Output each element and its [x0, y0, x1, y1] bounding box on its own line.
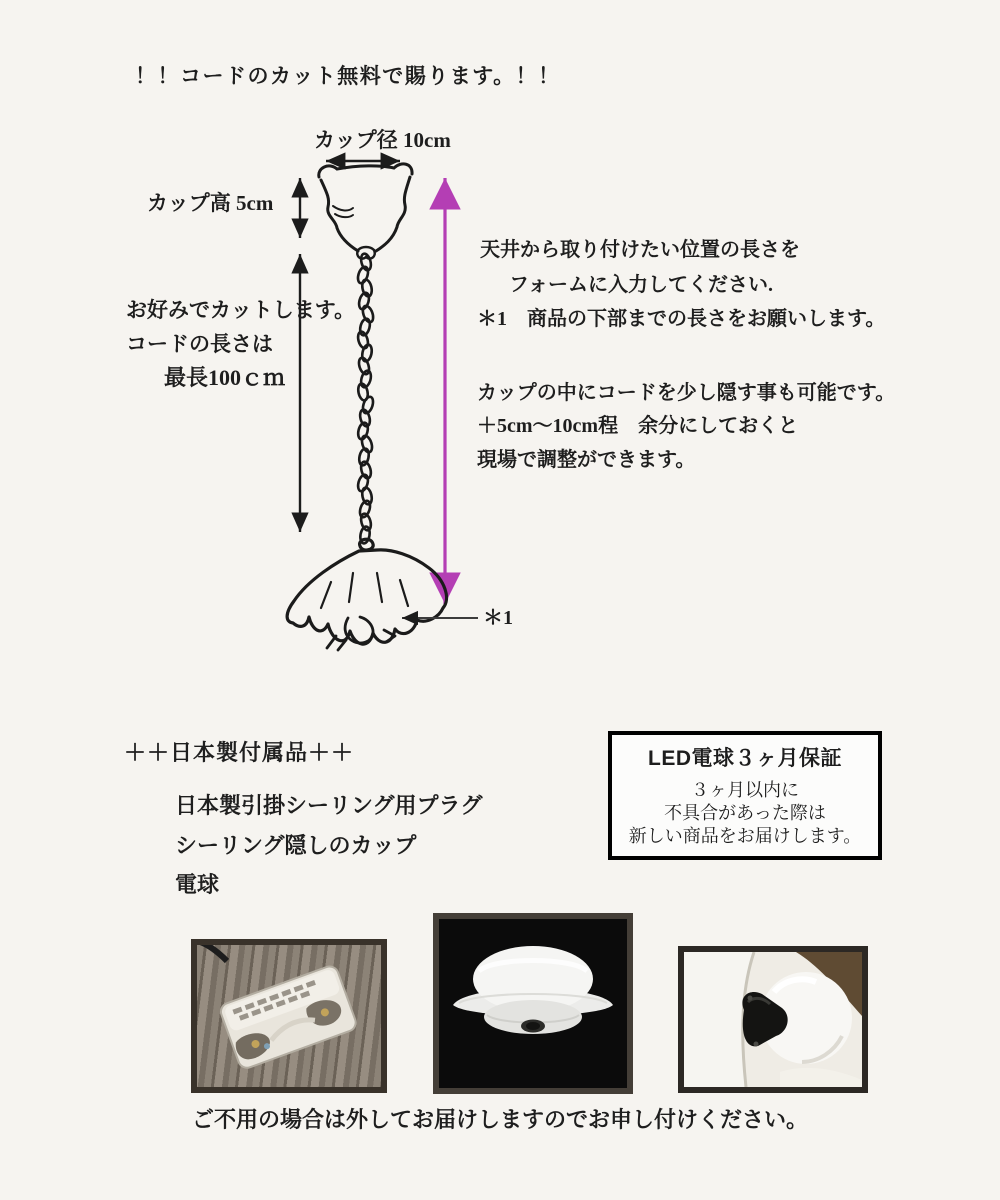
page-title: ！！コードのカット無料で賜ります。！！	[135, 64, 561, 88]
warranty-box	[608, 731, 882, 860]
photo-ceiling-cup	[433, 913, 633, 1094]
led-bulb-illustration	[684, 952, 862, 1087]
cord-cut-note-line2: コードの長さは	[126, 332, 273, 356]
lampshade-sketch	[287, 539, 446, 650]
footer-note: ご不用の場合は外してお届けしますのでお申し付けください。	[191, 1107, 808, 1132]
warranty-line1: ３ヶ月以内に	[691, 780, 799, 800]
photo-ceiling-plug	[191, 939, 387, 1093]
install-note-line2: フォームに入力してください.	[509, 274, 773, 296]
slack-note-line2: ＋5cm～10cm程 余分にしておくと	[477, 415, 799, 437]
warranty-line3: 新しい商品をお届けします。	[628, 826, 862, 846]
accessory-item-plug: 日本製引掛シーリング用プラグ	[175, 793, 483, 818]
ceiling-cup-sketch	[319, 164, 412, 259]
accessories-heading: ＋＋日本製付属品＋＋	[124, 740, 355, 765]
ceiling-plug-illustration	[197, 945, 381, 1087]
warranty-title: LED電球３ヶ月保証	[648, 747, 842, 770]
install-note-line1: 天井から取り付けたい位置の長さを	[480, 239, 800, 261]
cord-cut-note-line3: 最長100ｃｍ	[164, 365, 286, 390]
accessory-item-cup: シーリング隠しのカップ	[175, 833, 417, 858]
accessory-item-bulb: 電球	[175, 872, 220, 897]
cup-height-label: カップ高 5cm	[147, 191, 274, 215]
cord-cut-note-line1: お好みでカットします。	[126, 298, 356, 322]
chain-sketch	[356, 253, 375, 545]
slack-note-line3: 現場で調整ができます。	[477, 449, 696, 471]
cup-diameter-label: カップ径 10cm	[314, 128, 451, 152]
install-note-line3: ＊1 商品の下部までの長さをお願いします。	[477, 308, 886, 330]
warranty-line2: 不具合があった際は	[664, 803, 826, 823]
ref-mark-label: ＊1	[483, 607, 513, 629]
ceiling-cup-illustration	[439, 919, 627, 1088]
photo-led-bulb	[678, 946, 868, 1093]
slack-note-line1: カップの中にコードを少し隠す事も可能です。	[477, 382, 896, 404]
